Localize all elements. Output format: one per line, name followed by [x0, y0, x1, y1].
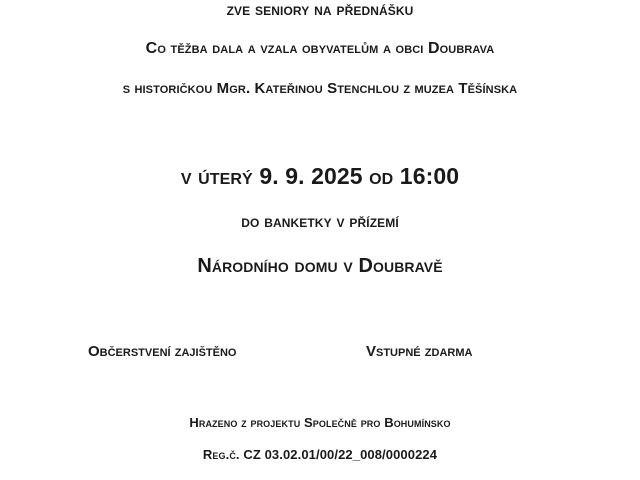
invitation-line: zve seniory na přednášku — [226, 0, 414, 19]
venue-building: Národního domu v Doubravě — [197, 255, 443, 277]
lecture-title: Co těžba dala a vzala obyvatelům a obci Doubrava — [145, 40, 495, 57]
funding-note: Hrazeno z projektu Společně pro Bohumínsko — [189, 415, 451, 430]
event-datetime: v úterý 9. 9. 2025 od 16:00 — [180, 163, 460, 189]
lecturer-line: s historičkou Mgr. Kateřinou Stenchlou z muzea Těšínska — [122, 80, 518, 97]
registration-number: Reg.č. CZ 03.02.01/00/22_008/0000224 — [202, 447, 438, 462]
admission-note: Vstupné zdarma — [366, 343, 473, 360]
refreshments-note: Občerstvení zajištěno — [88, 343, 237, 360]
venue-room: do banketky v přízemí — [241, 212, 399, 231]
